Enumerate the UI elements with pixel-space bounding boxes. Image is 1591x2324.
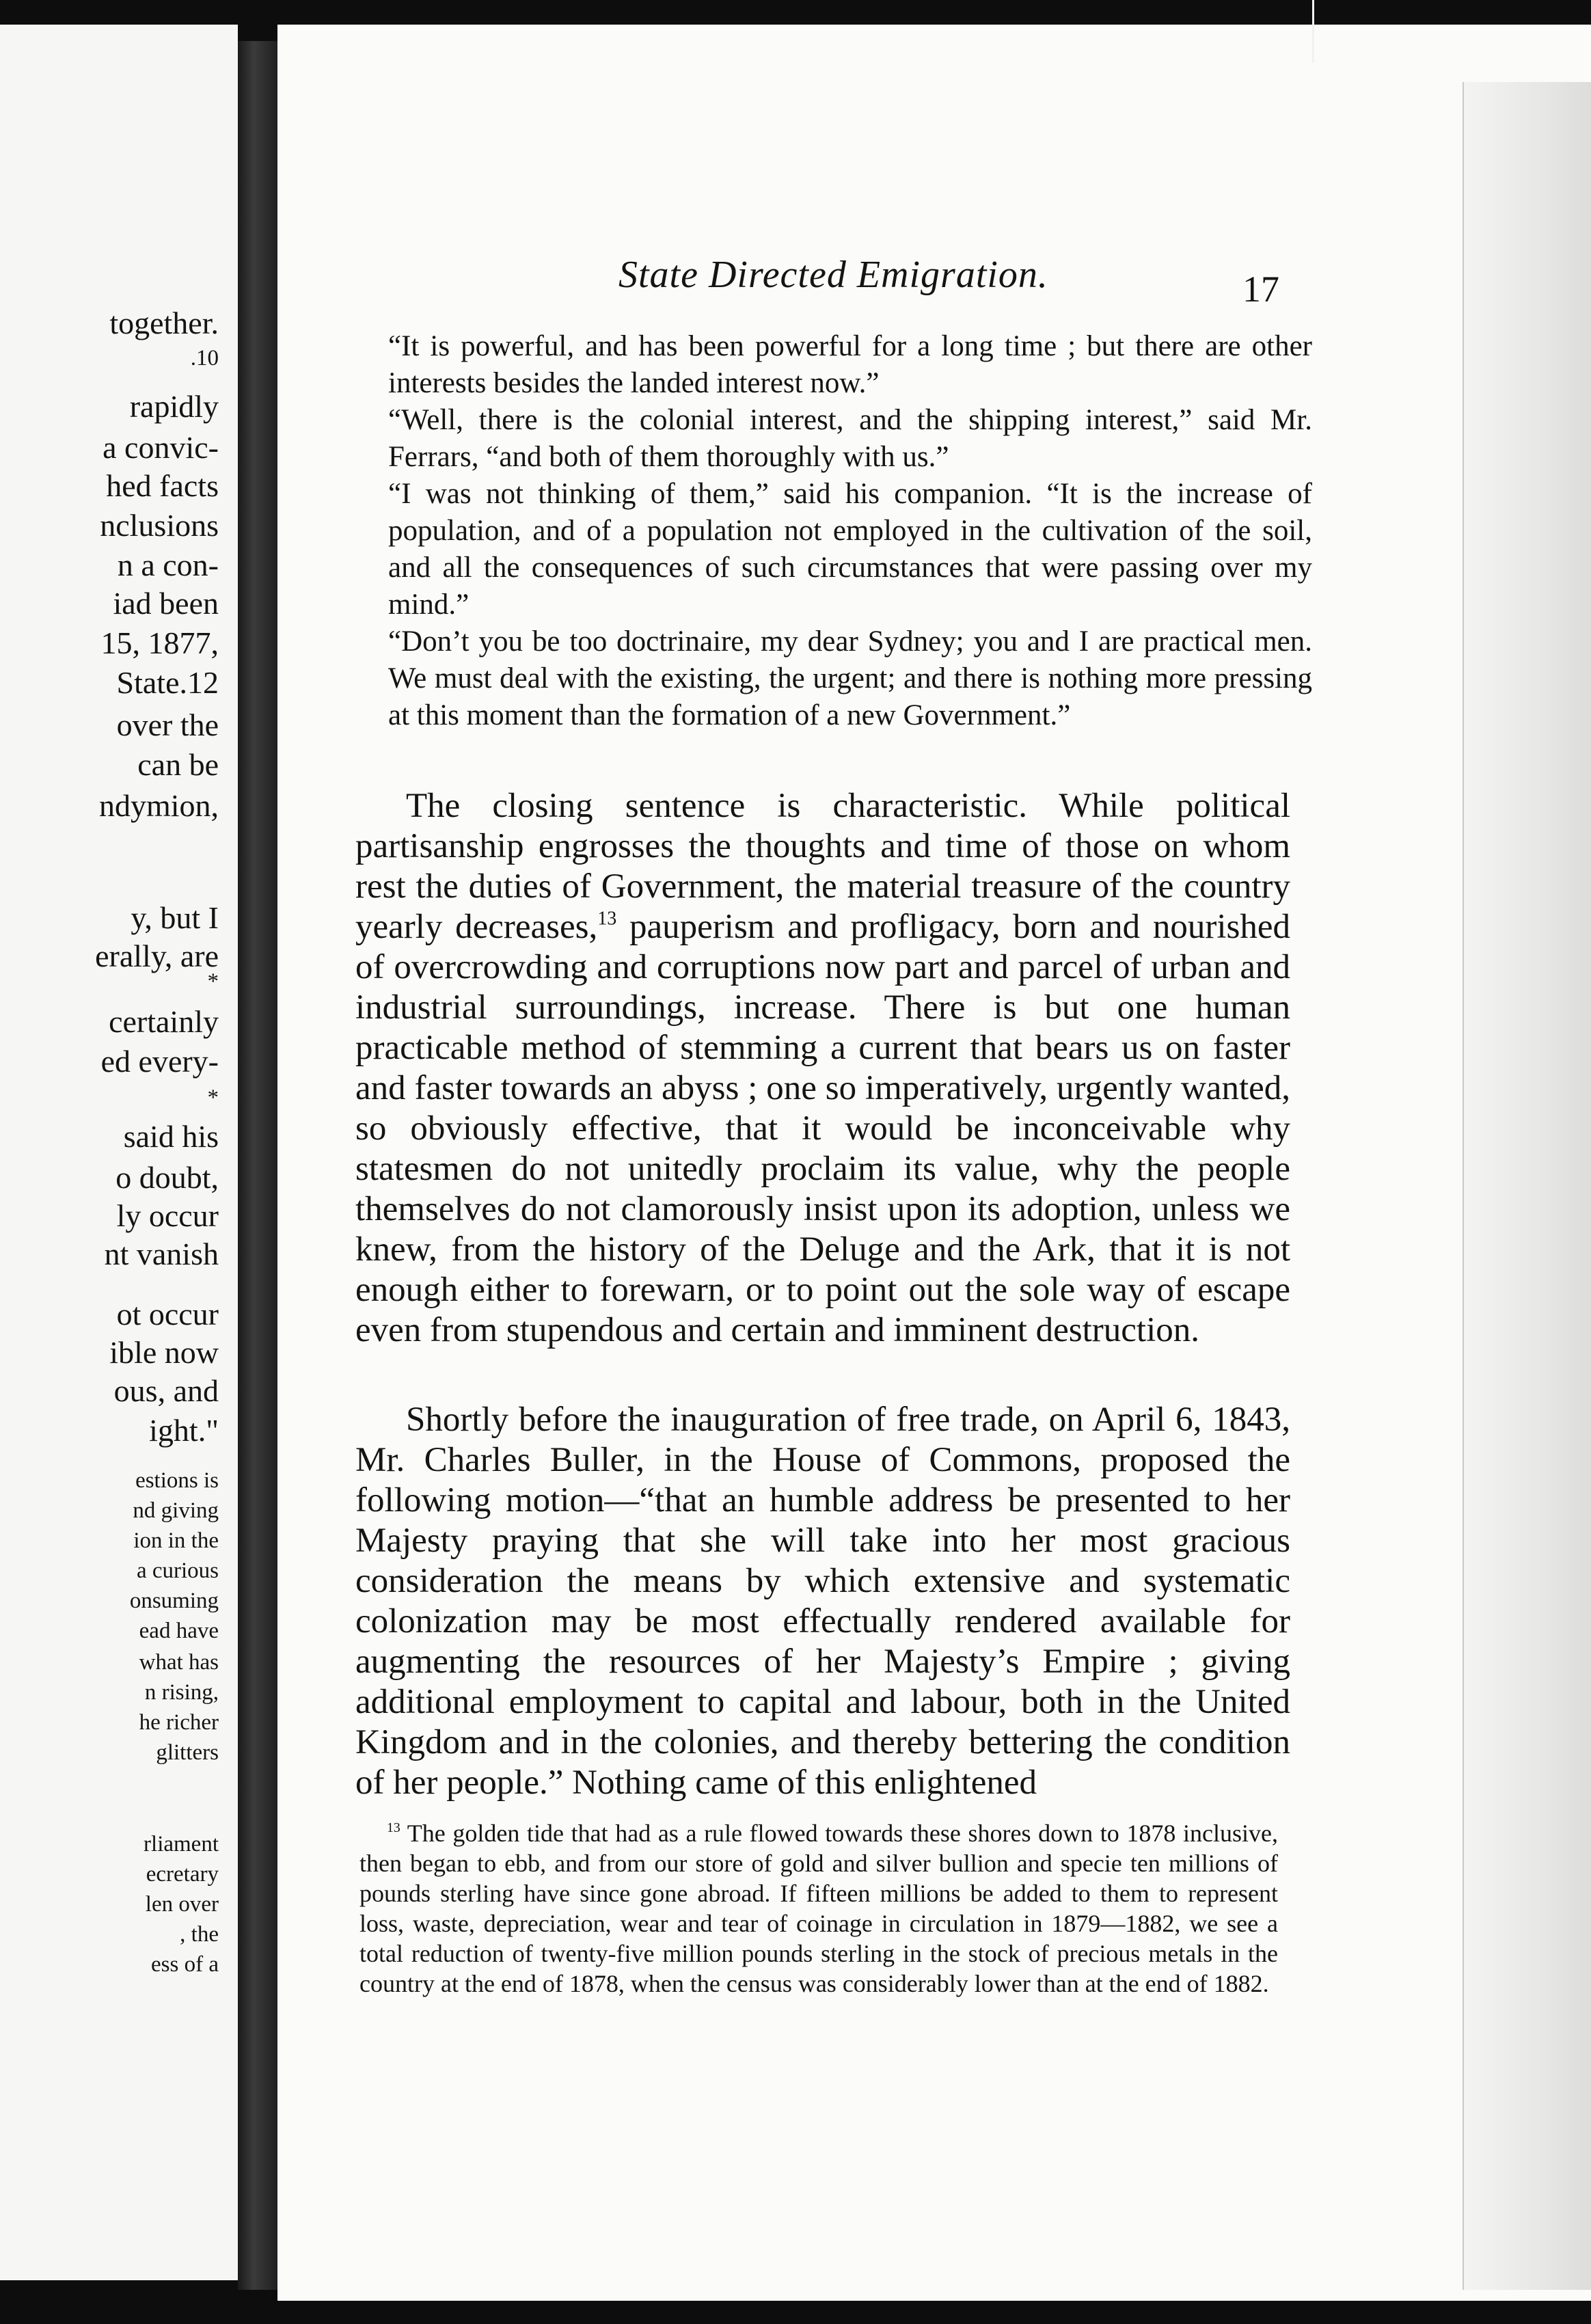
dialogue-line: “Don’t you be too doctrinaire, my dear Sydney; you and I are practical men. We must deal with the existing, the urgent; and there is nothing more pressing at this moment than the formation of a new Government.” xyxy=(388,625,1312,731)
footnote-reference: 13 xyxy=(597,908,617,930)
left-page-line-fragment: estions is xyxy=(135,1468,219,1493)
left-page-line-fragment: over the xyxy=(116,707,219,742)
left-page-line-fragment: ible now xyxy=(109,1335,219,1370)
dialogue-line: “It is powerful, and has been powerful for a long time ; but there are other interests besides the landed interest now.” xyxy=(388,330,1312,399)
dialogue-block xyxy=(361,328,1312,734)
dialogue-line: “Well, there is the colonial interest, and the shipping interest,” said Mr. Ferrars, “and both of them thoroughly with us.” xyxy=(388,404,1312,473)
running-head: State Directed Emigration. xyxy=(618,254,1048,296)
left-page-line-fragment: hed facts xyxy=(106,468,219,503)
paragraph-closing-sentence xyxy=(355,786,1290,1351)
page-number: 17 xyxy=(1242,269,1279,310)
left-page-line-fragment: ly occur xyxy=(116,1198,219,1233)
left-page-line-fragment: onsuming xyxy=(129,1589,219,1613)
left-page-line-fragment: certainly xyxy=(109,1004,219,1039)
left-page-line-fragment: glitters xyxy=(156,1740,219,1765)
left-page-line-fragment: * xyxy=(207,969,219,994)
left-page-line-fragment: he richer xyxy=(139,1710,219,1735)
left-page-line-fragment: nt vanish xyxy=(104,1237,219,1271)
footnote-text: The golden tide that had as a rule flowed towards these shores down to 1878 inclusive, then began to ebb, and from our store of gold and silver bullion and specie ten millions of pounds sterling have since gone abroad. If fifteen millions be added to them to represent loss, waste, depreciation, wear and tear of coinage in circulation in 1879—1882, we see a total reduction of twenty-five million pounds sterling in the stock of precious metals in the country at the end of 1878, when the census was considerably lower than at the end of 1882. xyxy=(359,1820,1278,1997)
left-page-line-fragment: len over xyxy=(145,1892,219,1917)
left-page-line-fragment: n rising, xyxy=(144,1680,219,1705)
binding-thread xyxy=(1312,0,1314,63)
left-page-line-fragment: ed every- xyxy=(100,1044,219,1079)
left-page-line-fragment: ndymion, xyxy=(98,788,219,823)
left-page-line-fragment: can be xyxy=(137,747,219,782)
left-page-line-fragment: n a con- xyxy=(117,548,219,582)
previous-page-fragment xyxy=(0,25,238,2280)
book-gutter xyxy=(238,41,277,2290)
left-page-line-fragment: ous, and xyxy=(113,1373,219,1408)
left-page-line-fragment: ight." xyxy=(149,1413,219,1448)
left-page-line-fragment: said his xyxy=(123,1119,219,1154)
paragraph-buller-motion: Shortly before the inauguration of free trade, on April 6, 1843, Mr. Charles Buller, in the House of Commons, proposed the following motion—“that an humble address be presented to her Majesty praying that she will take into her most gracious consideration the means by which extensive and systematic colonization may be most effectually rendered available for augmenting the resources of her Majesty’s Empire ; giving additional employment to capital and labour, both in the United Kingdom and in the colonies, and thereby bettering the condition of her people.” Nothing came of this enlightened xyxy=(355,1401,1290,1802)
left-page-line-fragment: ess of a xyxy=(151,1952,219,1977)
left-page-line-fragment: o doubt, xyxy=(115,1160,219,1195)
paragraph-text: The closing sentence is characteristic. While political partisanship engrosses the thoughts and time of those on whom rest the duties of Government, the material treasure of the country yearly decreases, xyxy=(355,787,1290,946)
footnote-marker: 13 xyxy=(387,1820,400,1836)
left-page-line-fragment: nclusions xyxy=(100,508,219,543)
left-page-line-fragment: together. xyxy=(109,306,219,340)
left-page-line-fragment: y, but I xyxy=(131,900,219,935)
left-page-line-fragment: a convic- xyxy=(103,430,219,465)
paragraph-text: pauperism and profligacy, born and nourished of overcrowding and corruptions now part and parcel of urban and industrial surroundings, increase. There is but one human practicable method of stemming a current that bears us on faster and faster towards an abyss ; one so imperatively, urgently wanted, so obviously effective, that it would be inconceivable why statesmen do not unitedly proclaim its value, why the people themselves do not clamorously insist upon its adoption, unless we knew, from the history of the Deluge and the Ark, that it is not enough either to forewarn, or to point out the sole way of escape even from stupendous and certain and imminent destruction. xyxy=(355,908,1290,1349)
left-page-line-fragment: ecretary xyxy=(146,1862,219,1887)
left-page-line-fragment: , the xyxy=(180,1922,219,1947)
left-page-line-fragment: ot occur xyxy=(116,1297,219,1332)
left-page-line-fragment: a curious xyxy=(136,1558,219,1583)
left-page-line-fragment: State.12 xyxy=(116,665,219,700)
left-page-line-fragment: nd giving xyxy=(133,1498,219,1523)
left-page-line-fragment: .10 xyxy=(190,346,219,370)
footnote xyxy=(359,1818,1278,1999)
page-edge xyxy=(1463,82,1591,2290)
dialogue-line: “I was not thinking of them,” said his companion. “It is the increase of population, and of a population not employed in the cultivation of the soil, and all the consequences of such circumstances that were passing over my mind.” xyxy=(388,478,1312,621)
left-page-line-fragment: * xyxy=(207,1085,219,1110)
left-page-line-fragment: erally, are xyxy=(95,938,219,973)
left-page-line-fragment: iad been xyxy=(113,586,219,621)
left-page-line-fragment: rliament xyxy=(144,1832,219,1856)
left-page-line-fragment: ead have xyxy=(139,1619,219,1643)
left-page-line-fragment: rapidly xyxy=(129,389,219,424)
left-page-line-fragment: what has xyxy=(139,1650,219,1675)
left-page-line-fragment: 15, 1877, xyxy=(100,625,219,660)
left-page-line-fragment: ion in the xyxy=(133,1528,219,1553)
